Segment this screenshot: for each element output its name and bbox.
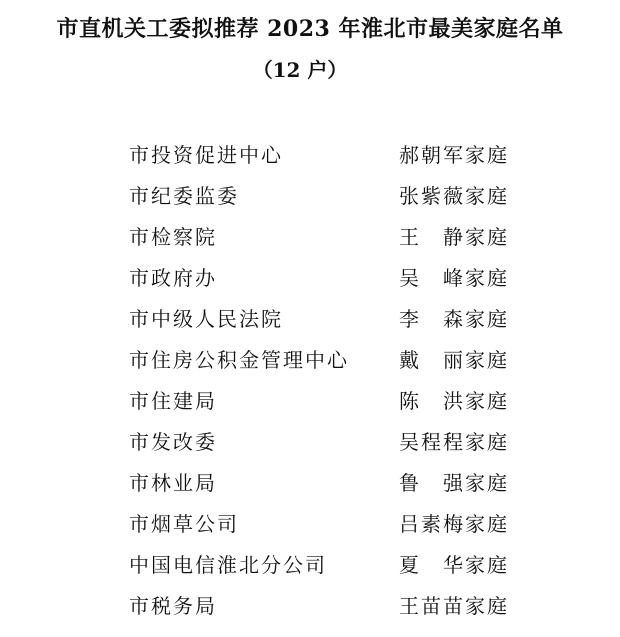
organization-name: 市住建局 xyxy=(129,389,217,413)
organization-name: 市检察院 xyxy=(129,225,217,249)
list-item xyxy=(0,263,620,304)
family-name: 王 静家庭 xyxy=(399,225,509,249)
document-subtitle: （12 户） xyxy=(252,58,348,82)
list-item xyxy=(0,386,620,427)
list-item xyxy=(0,140,620,181)
family-name: 郝朝军家庭 xyxy=(399,143,509,167)
family-name: 陈 洪家庭 xyxy=(399,389,509,413)
list-item xyxy=(0,304,620,345)
family-name: 李 森家庭 xyxy=(399,307,509,331)
organization-name: 市烟草公司 xyxy=(129,512,239,536)
family-name: 鲁 强家庭 xyxy=(399,471,509,495)
organization-name: 市政府办 xyxy=(129,266,217,290)
family-name: 吕素梅家庭 xyxy=(399,512,509,536)
organization-name: 市投资促进中心 xyxy=(129,143,283,167)
organization-name: 市住房公积金管理中心 xyxy=(129,348,349,372)
list-item xyxy=(0,222,620,263)
organization-name: 市中级人民法院 xyxy=(129,307,283,331)
list-item xyxy=(0,468,620,509)
family-name: 吴 峰家庭 xyxy=(399,266,509,290)
organization-name: 市发改委 xyxy=(129,430,217,454)
family-list xyxy=(0,140,620,632)
organization-name: 市纪委监委 xyxy=(129,184,239,208)
organization-name: 中国电信淮北分公司 xyxy=(129,553,327,577)
list-item xyxy=(0,509,620,550)
list-item xyxy=(0,591,620,632)
organization-name: 市税务局 xyxy=(129,594,217,618)
family-name: 张紫薇家庭 xyxy=(399,184,509,208)
family-name: 王苗苗家庭 xyxy=(399,594,509,618)
list-item xyxy=(0,427,620,468)
family-name: 夏 华家庭 xyxy=(399,553,509,577)
organization-name: 市林业局 xyxy=(129,471,217,495)
list-item xyxy=(0,550,620,591)
list-item xyxy=(0,345,620,386)
document-title: 市直机关工委拟推荐 2023 年淮北市最美家庭名单 xyxy=(56,16,564,42)
list-item xyxy=(0,181,620,222)
family-name: 吴程程家庭 xyxy=(399,430,509,454)
family-name: 戴 丽家庭 xyxy=(399,348,509,372)
